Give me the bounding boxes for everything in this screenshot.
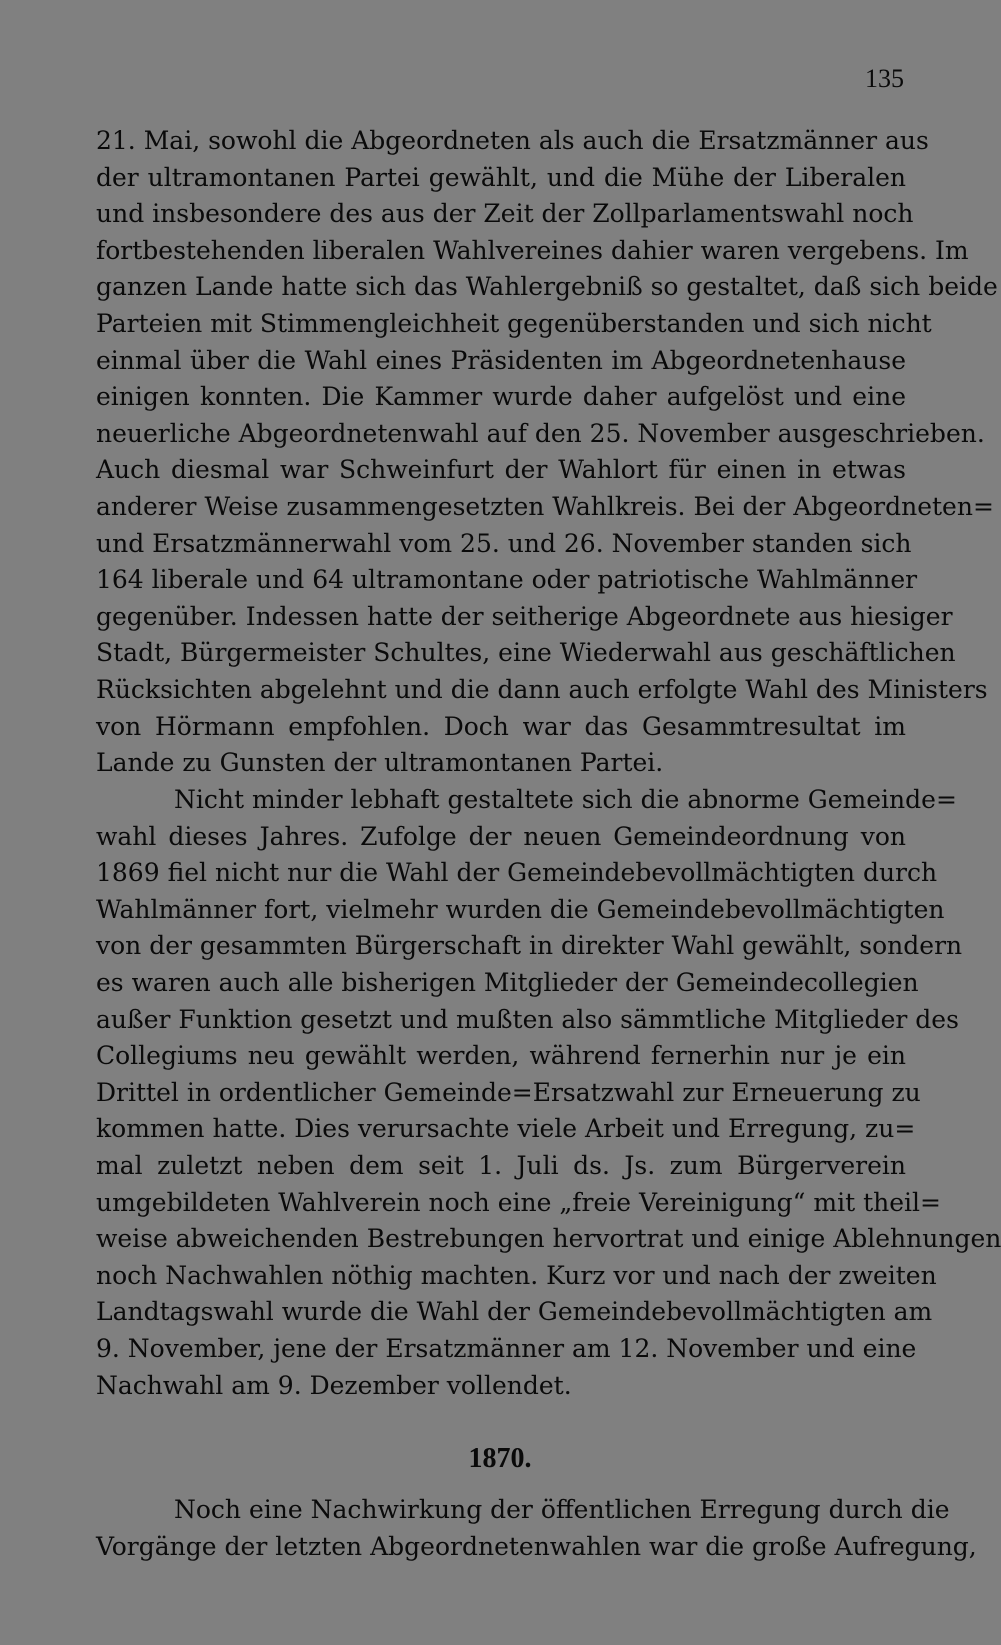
- text-line: noch Nachwahlen nöthig machten. Kurz vor und nach der zweiten: [96, 1260, 937, 1290]
- paragraph-election-results: [96, 123, 998, 782]
- text-line: Parteien mit Stimmengleichheit gegenüberstanden und sich nicht: [96, 308, 932, 338]
- text-line: von Hörmann empfohlen. Doch war das Gesammtresultat im: [96, 711, 906, 741]
- text-line: Drittel in ordentlicher Gemeinde=Ersatzwahl zur Erneuerung zu: [96, 1077, 921, 1107]
- text-line: einmal über die Wahl eines Präsidenten im Abgeordnetenhause: [96, 345, 906, 375]
- paragraph-1870: [96, 1492, 977, 1565]
- text-line: Nicht minder lebhaft gestaltete sich die abnorme Gemeinde=: [174, 785, 957, 814]
- text-line: 1869 fiel nicht nur die Wahl der Gemeindebevollmächtigten durch: [96, 858, 938, 888]
- text-line: mal zuletzt neben dem seit 1. Juli ds. Js. zum Bürgerverein: [96, 1150, 906, 1180]
- text-line: Nachwahl am 9. Dezember vollendet.: [96, 1370, 572, 1400]
- text-line: außer Funktion gesetzt und mußten also sämmtliche Mitglieder des: [96, 1004, 959, 1034]
- text-line: und insbesondere des aus der Zeit der Zollparlamentswahl noch: [96, 199, 914, 229]
- text-line: von der gesammten Bürgerschaft in direkter Wahl gewählt, sondern: [96, 931, 963, 961]
- text-line: ganzen Lande hatte sich das Wahlergebniß so gestaltet, daß sich beide: [96, 272, 998, 302]
- text-line: Landtagswahl wurde die Wahl der Gemeindebevollmächtigten am: [96, 1297, 933, 1327]
- text-line: gegenüber. Indessen hatte der seitherige Abgeordnete aus hiesiger: [96, 601, 953, 631]
- year-heading: 1870.: [468, 1443, 532, 1474]
- text-line: einigen konnten. Die Kammer wurde daher aufgelöst und eine: [96, 382, 906, 412]
- text-line: und Ersatzmännerwahl vom 25. und 26. November standen sich: [96, 528, 912, 558]
- text-line: fortbestehenden liberalen Wahlvereines dahier waren vergebens. Im: [96, 235, 969, 265]
- text-line: Collegiums neu gewählt werden, während fernerhin nur je ein: [96, 1041, 906, 1071]
- text-line: wahl dieses Jahres. Zufolge der neuen Gemeindeordnung von: [96, 821, 906, 851]
- text-line: 21. Mai, sowohl die Abgeordneten als auch die Ersatzmänner aus: [96, 126, 929, 155]
- text-line: Rücksichten abgelehnt und die dann auch erfolgte Wahl des Ministers: [96, 674, 988, 704]
- text-line: Wahlmänner fort, vielmehr wurden die Gemeindebevollmächtigten: [96, 894, 945, 924]
- text-line: es waren auch alle bisherigen Mitglieder der Gemeindecollegien: [96, 967, 919, 997]
- text-line: kommen hatte. Dies verursachte viele Arbeit und Erregung, zu=: [96, 1114, 916, 1144]
- text-line: 9. November, jene der Ersatzmänner am 12. November und eine: [96, 1333, 917, 1363]
- text-line: neuerliche Abgeordnetenwahl auf den 25. November ausgeschrieben.: [96, 418, 985, 448]
- text-line: Noch eine Nachwirkung der öffentlichen Erregung durch die: [174, 1495, 950, 1524]
- paragraph-municipal-election: [96, 782, 1001, 1404]
- page-number: 135: [865, 64, 904, 93]
- text-line: umgebildeten Wahlverein noch eine „freie Vereinigung“ mit theil=: [96, 1187, 941, 1217]
- text-line: Vorgänge der letzten Abgeordnetenwahlen war die große Aufregung,: [96, 1531, 977, 1561]
- text-line: weise abweichenden Bestrebungen hervortrat und einige Ablehnungen: [96, 1224, 1001, 1254]
- text-line: Stadt, Bürgermeister Schultes, eine Wiederwahl aus geschäftlichen: [96, 638, 956, 668]
- text-line: anderer Weise zusammengesetzten Wahlkreis. Bei der Abgeordneten=: [96, 491, 994, 521]
- text-line: der ultramontanen Partei gewählt, und die Mühe der Liberalen: [96, 162, 906, 192]
- text-line: Auch diesmal war Schweinfurt der Wahlort für einen in etwas: [96, 455, 906, 485]
- text-line: Lande zu Gunsten der ultramontanen Partei.: [96, 748, 664, 778]
- text-line: 164 liberale und 64 ultramontane oder patriotische Wahlmänner: [96, 565, 918, 595]
